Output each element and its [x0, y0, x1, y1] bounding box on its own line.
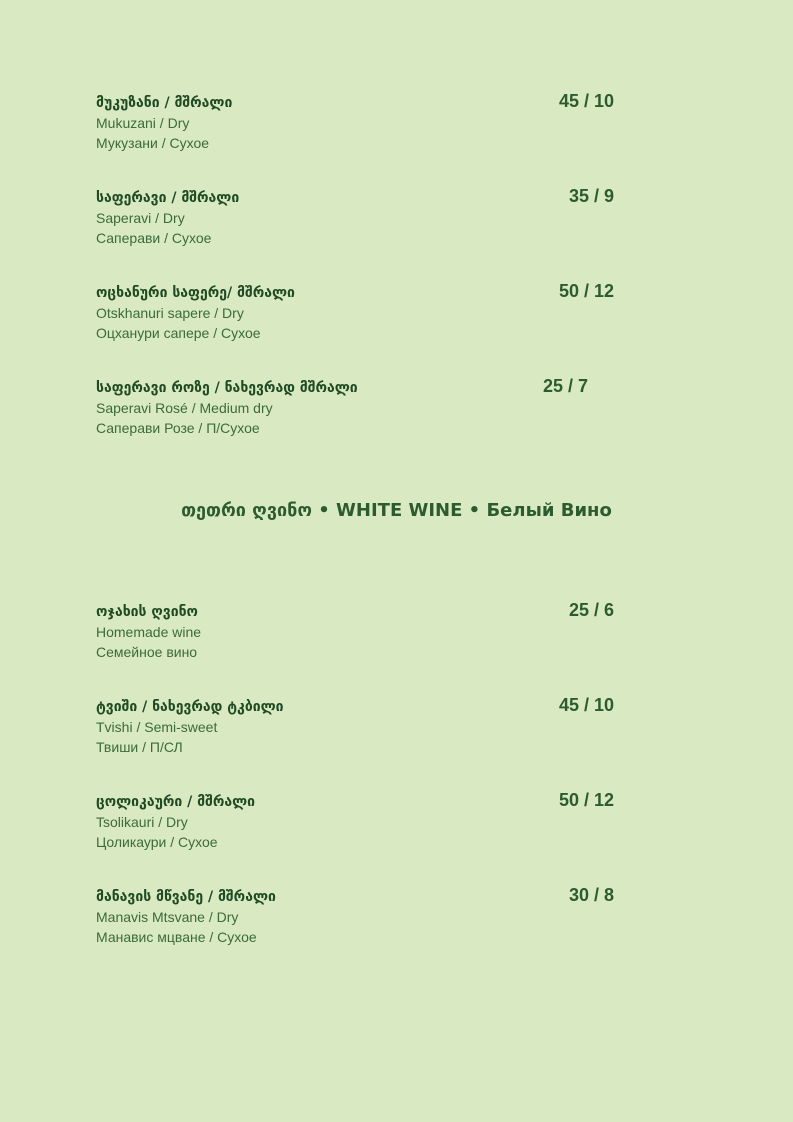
menu-item: [96, 93, 616, 153]
item-name-georgian: ტვიში / ნახევრად ტკბილი: [96, 699, 284, 715]
item-name-russian: Саперави Розе / П/Сухое: [96, 420, 260, 436]
item-price: 45 / 10: [558, 91, 614, 111]
menu-item: [96, 887, 616, 947]
menu-item: [96, 378, 616, 438]
item-price: 25 / 6: [568, 600, 614, 620]
item-name-georgian: ოცხანური საფერე/ მშრალი: [96, 285, 295, 301]
item-price: 30 / 8: [568, 885, 614, 905]
menu-item: [96, 188, 616, 248]
item-name-russian: Оцханури сапере / Сухое: [96, 325, 261, 341]
item-name-georgian: მანავის მწვანე / მშრალი: [96, 889, 276, 905]
item-name-russian: Мукузани / Сухое: [96, 135, 210, 151]
item-name-english: Tsolikauri / Dry: [96, 814, 188, 830]
item-price: 45 / 10: [558, 695, 614, 715]
item-price: 50 / 12: [558, 281, 614, 301]
item-name-english: Tvishi / Semi-sweet: [96, 719, 218, 735]
menu-item: [96, 283, 616, 343]
menu-item: [96, 792, 616, 852]
section-title: თეთრი ღვინო • WHITE WINE • Белый Вино: [181, 500, 612, 521]
item-name-georgian: ცოლიკაური / მშრალი: [96, 794, 256, 810]
item-price: 50 / 12: [558, 790, 614, 810]
item-name-english: Mukuzani / Dry: [96, 115, 190, 131]
item-name-georgian: საფერავი როზე / ნახევრად მშრალი: [96, 380, 358, 396]
item-name-english: Otskhanuri sapere / Dry: [96, 305, 244, 321]
item-price: 35 / 9: [568, 186, 614, 206]
item-price: 25 / 7: [542, 376, 588, 396]
menu-item: [96, 602, 616, 662]
item-name-english: Homemade wine: [96, 624, 202, 640]
item-name-georgian: ოჯახის ღვინო: [96, 604, 198, 620]
item-name-english: Manavis Mtsvane / Dry: [96, 909, 239, 925]
item-name-georgian: საფერავი / მშრალი: [96, 190, 240, 206]
item-name-georgian: მუკუზანი / მშრალი: [96, 95, 233, 111]
menu-item: [96, 697, 616, 757]
item-name-english: Saperavi Rosé / Medium dry: [96, 400, 273, 416]
item-name-russian: Семейное вино: [96, 644, 198, 660]
item-name-russian: Саперави / Сухое: [96, 230, 212, 246]
item-name-russian: Манавис мцване / Сухое: [96, 929, 257, 945]
item-name-english: Saperavi / Dry: [96, 210, 185, 226]
item-name-russian: Твиши / П/СЛ: [96, 739, 183, 755]
item-name-russian: Цоликаури / Сухое: [96, 834, 218, 850]
